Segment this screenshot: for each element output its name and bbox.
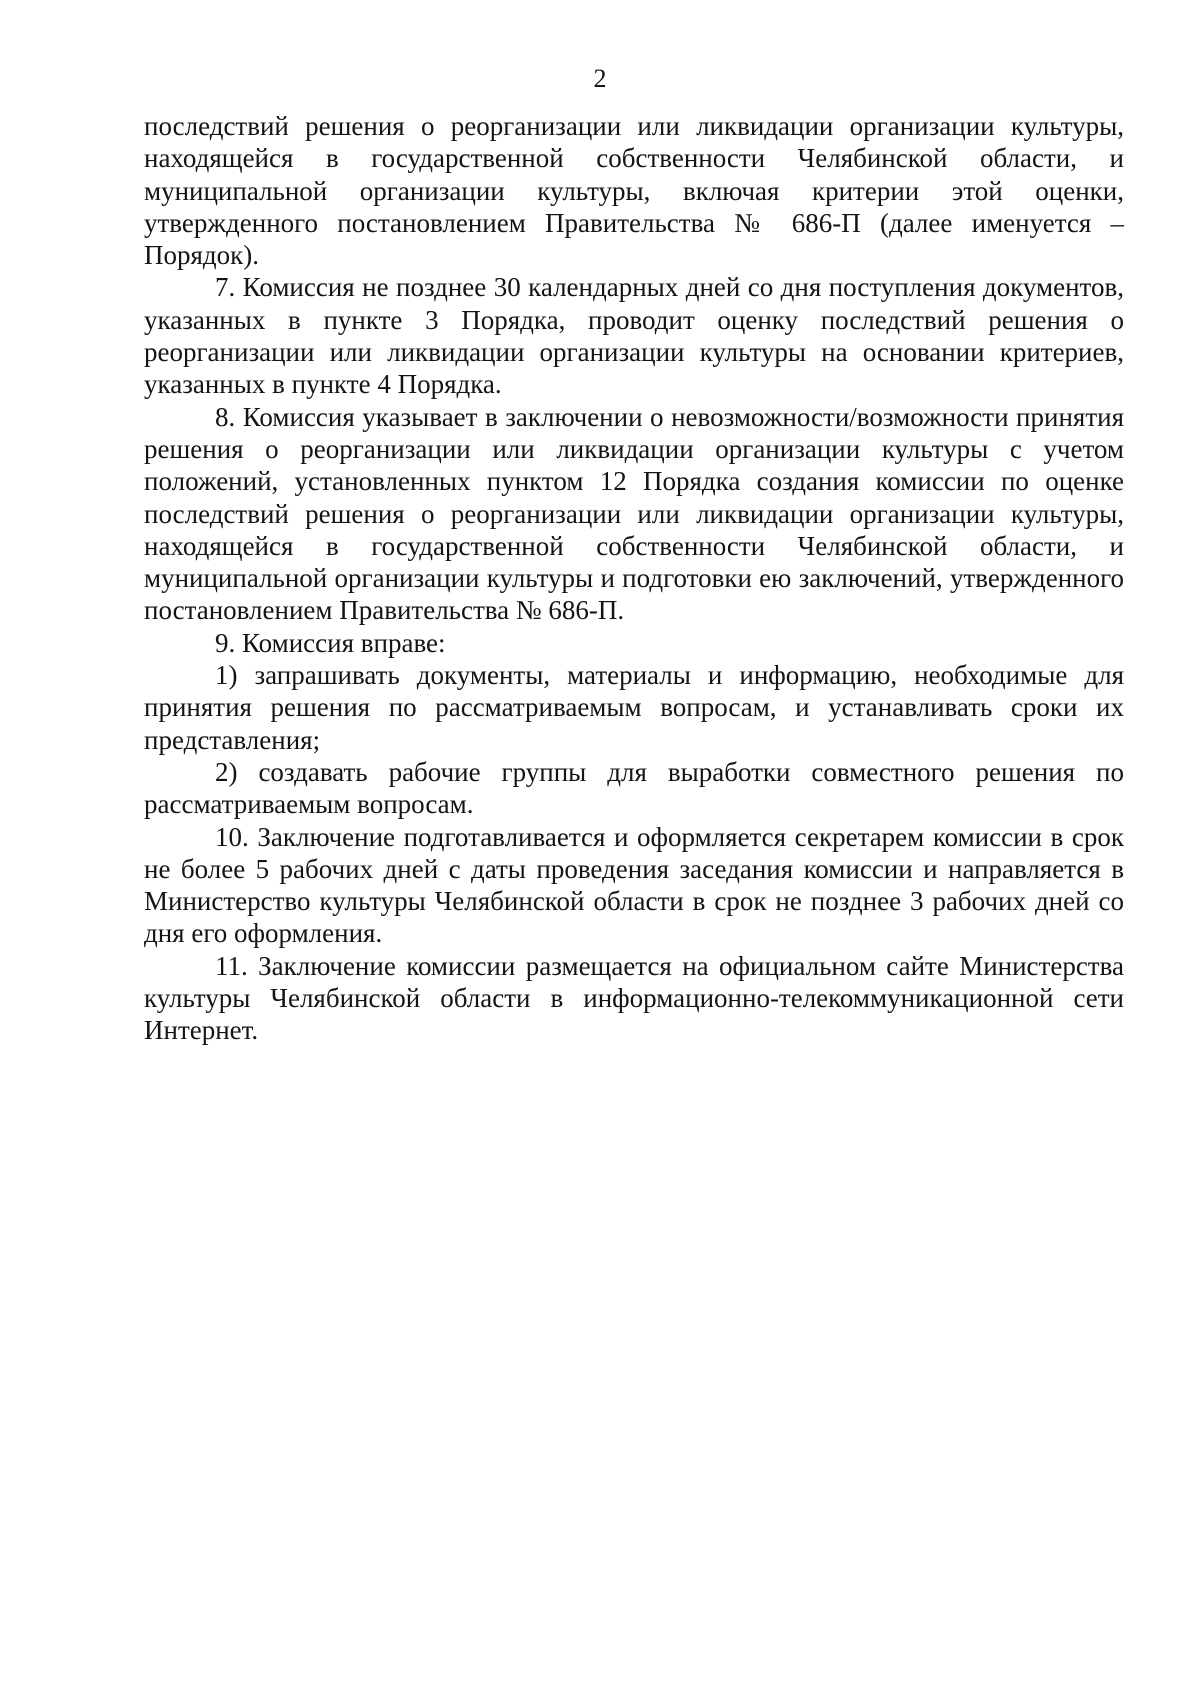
paragraph-item-8: 8. Комиссия указывает в заключении о невозможности/возможности принятия решения о реорганизации или ликвидации организации культуры с учетом положений, установленных пунктом 12 Порядка создания комиссии по оценке последствий решения о реорганизации или ликвидации организации культуры, находящейся в государственной собственности Челябинской области, и муниципальной организации культуры и подготовки ею заключений, утвержденного постановлением Правительства № 686-П. <box>144 401 1124 626</box>
paragraph-item-10: 10. Заключение подготавливается и оформляется секретарем комиссии в срок не более 5 рабочих дней с даты проведения заседания комиссии и направляется в Министерство культуры Челябинской области в срок не позднее 3 рабочих дней со дня его оформления. <box>144 821 1124 949</box>
page-number: 2 <box>593 64 607 93</box>
document-body <box>144 110 1124 1047</box>
paragraph-item-9: 9. Комиссия вправе: <box>215 627 446 658</box>
paragraph-item-9-2: 2) создавать рабочие группы для выработки совместного решения по рассматриваемым вопросам. <box>144 756 1124 820</box>
paragraph-item-11: 11. Заключение комиссии размещается на официальном сайте Министерства культуры Челябинской области в информационно-телекоммуникационной сети Интернет. <box>144 950 1124 1046</box>
paragraph-item-9-1: 1) запрашивать документы, материалы и информацию, необходимые для принятия решения по рассматриваемым вопросам, и устанавливать сроки их представления; <box>144 660 1124 755</box>
paragraph-item-7: 7. Комиссия не позднее 30 календарных дней со дня поступления документов, указанных в пункте 3 Порядка, проводит оценку последствий решения о реорганизации или ликвидации организации культуры на основании критериев, указанных в пункте 4 Порядка. <box>144 272 1124 400</box>
paragraph-continuation: последствий решения о реорганизации или ликвидации организации культуры, находящейся в государственной собственности Челябинской области, и муниципальной организации культуры, включая критерии этой оценки, утвержденного постановлением Правительства № 686-П (далее именуется – Порядок). <box>144 111 1124 271</box>
